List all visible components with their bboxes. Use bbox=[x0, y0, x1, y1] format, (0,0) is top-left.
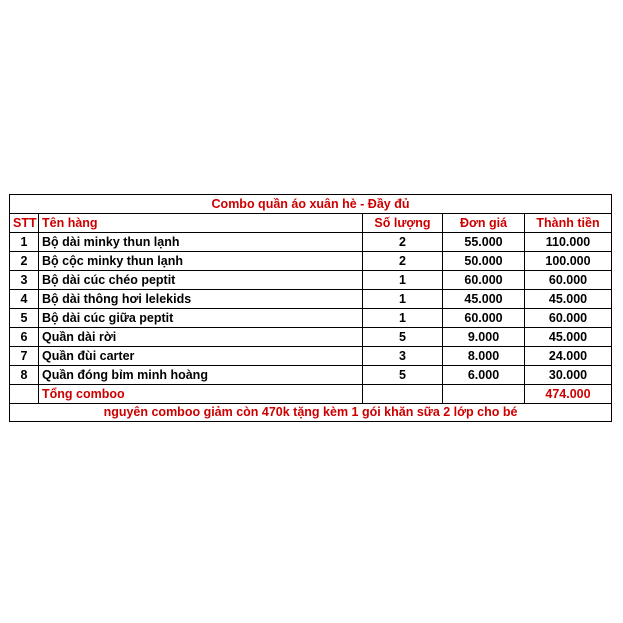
header-qty: Số lượng bbox=[363, 214, 443, 233]
header-stt: STT bbox=[10, 214, 39, 233]
cell-unit-price: 8.000 bbox=[443, 347, 525, 366]
cell-qty: 1 bbox=[363, 271, 443, 290]
cell-qty: 2 bbox=[363, 233, 443, 252]
table-row bbox=[10, 271, 612, 290]
total-label: Tổng comboo bbox=[39, 385, 363, 404]
table-row bbox=[10, 233, 612, 252]
cell-stt: 1 bbox=[10, 233, 39, 252]
total-row bbox=[10, 385, 612, 404]
cell-unit-price: 6.000 bbox=[443, 366, 525, 385]
cell-qty: 2 bbox=[363, 252, 443, 271]
cell-amount: 60.000 bbox=[525, 309, 612, 328]
cell-stt: 2 bbox=[10, 252, 39, 271]
cell-name: Bộ dài cúc giữa peptit bbox=[39, 309, 363, 328]
cell-stt: 3 bbox=[10, 271, 39, 290]
header-name: Tên hàng bbox=[39, 214, 363, 233]
table-row bbox=[10, 290, 612, 309]
price-table bbox=[9, 194, 612, 422]
total-value: 474.000 bbox=[525, 385, 612, 404]
cell-amount: 45.000 bbox=[525, 290, 612, 309]
cell-name: Quần đóng bỉm minh hoàng bbox=[39, 366, 363, 385]
cell-name: Bộ dài minky thun lạnh bbox=[39, 233, 363, 252]
cell-amount: 30.000 bbox=[525, 366, 612, 385]
cell-qty: 1 bbox=[363, 290, 443, 309]
cell-amount: 60.000 bbox=[525, 271, 612, 290]
total-empty-qty bbox=[363, 385, 443, 404]
table-row bbox=[10, 328, 612, 347]
cell-unit-price: 50.000 bbox=[443, 252, 525, 271]
cell-name: Quần đùi carter bbox=[39, 347, 363, 366]
cell-stt: 7 bbox=[10, 347, 39, 366]
cell-unit-price: 60.000 bbox=[443, 309, 525, 328]
header-amount: Thành tiền bbox=[525, 214, 612, 233]
header-row bbox=[10, 214, 612, 233]
title-row bbox=[10, 195, 612, 214]
cell-unit-price: 45.000 bbox=[443, 290, 525, 309]
cell-amount: 100.000 bbox=[525, 252, 612, 271]
note-row bbox=[10, 404, 612, 422]
table-row bbox=[10, 309, 612, 328]
cell-qty: 1 bbox=[363, 309, 443, 328]
cell-qty: 3 bbox=[363, 347, 443, 366]
cell-name: Bộ cộc minky thun lạnh bbox=[39, 252, 363, 271]
total-empty-price bbox=[443, 385, 525, 404]
cell-amount: 45.000 bbox=[525, 328, 612, 347]
table-row bbox=[10, 347, 612, 366]
cell-name: Bộ dài cúc chéo peptit bbox=[39, 271, 363, 290]
cell-stt: 5 bbox=[10, 309, 39, 328]
table-row bbox=[10, 366, 612, 385]
cell-qty: 5 bbox=[363, 328, 443, 347]
cell-unit-price: 55.000 bbox=[443, 233, 525, 252]
table-title: Combo quần áo xuân hè - Đầy đủ bbox=[10, 195, 612, 214]
cell-name: Bộ dài thông hơi lelekids bbox=[39, 290, 363, 309]
promo-note: nguyên comboo giảm còn 470k tặng kèm 1 gói khăn sữa 2 lớp cho bé bbox=[10, 404, 612, 422]
header-unit-price: Đơn giá bbox=[443, 214, 525, 233]
cell-unit-price: 9.000 bbox=[443, 328, 525, 347]
cell-amount: 24.000 bbox=[525, 347, 612, 366]
total-stt-cell bbox=[10, 385, 39, 404]
table-row bbox=[10, 252, 612, 271]
cell-amount: 110.000 bbox=[525, 233, 612, 252]
cell-unit-price: 60.000 bbox=[443, 271, 525, 290]
cell-qty: 5 bbox=[363, 366, 443, 385]
cell-stt: 8 bbox=[10, 366, 39, 385]
cell-stt: 6 bbox=[10, 328, 39, 347]
cell-stt: 4 bbox=[10, 290, 39, 309]
cell-name: Quần dài rời bbox=[39, 328, 363, 347]
